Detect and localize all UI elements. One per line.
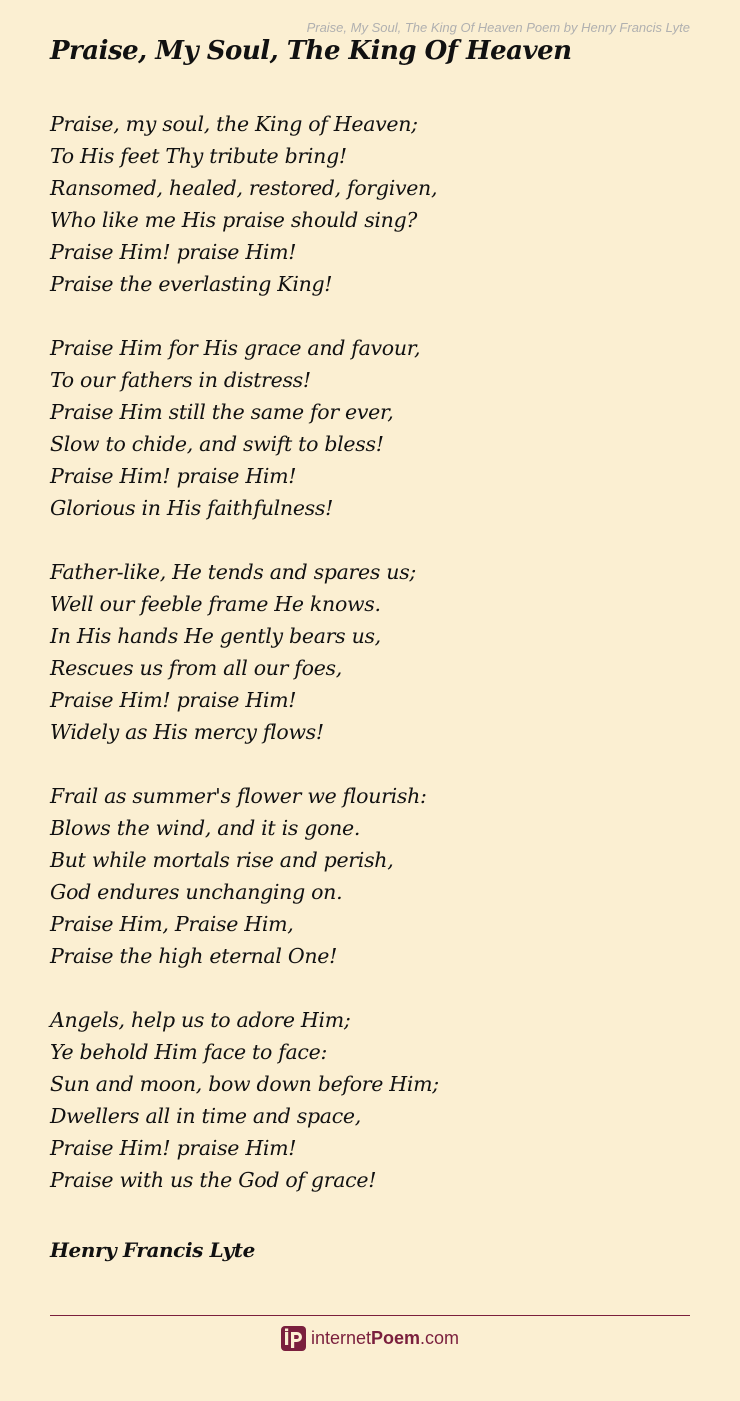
poem-line: Sun and moon, bow down before Him; xyxy=(50,1072,439,1096)
footer-brand-link[interactable] xyxy=(0,1326,740,1351)
header-credit: Praise, My Soul, The King Of Heaven Poem by Henry Francis Lyte xyxy=(306,20,690,35)
poem-body xyxy=(50,108,710,1228)
poem-line: Blows the wind, and it is gone. xyxy=(50,816,361,840)
poem-line: Praise with us the God of grace! xyxy=(50,1168,377,1192)
poem-line: Rescues us from all our foes, xyxy=(50,656,342,680)
poem-line: In His hands He gently bears us, xyxy=(50,624,381,648)
poem-line: Slow to chide, and swift to bless! xyxy=(50,432,384,456)
brand-wordmark xyxy=(311,1326,459,1351)
poem-line: Ye behold Him face to face: xyxy=(50,1040,328,1064)
stanza-4 xyxy=(50,780,710,972)
poem-line: Praise Him, Praise Him, xyxy=(50,912,294,936)
poem-line: Praise Him! praise Him! xyxy=(50,1136,297,1160)
poem-line: Well our feeble frame He knows. xyxy=(50,592,381,616)
poem-line: Who like me His praise should sing? xyxy=(50,208,418,232)
poem-line: God endures unchanging on. xyxy=(50,880,343,904)
poem-line: Father-like, He tends and spares us; xyxy=(50,560,417,584)
brand-suffix: .com xyxy=(420,1328,460,1348)
poem-line: To our fathers in distress! xyxy=(50,368,311,392)
poem-line: Praise Him! praise Him! xyxy=(50,464,297,488)
internetpoem-logo-icon xyxy=(281,1326,306,1351)
footer-divider xyxy=(50,1315,690,1316)
poem-line: Praise the everlasting King! xyxy=(50,272,333,296)
stanza-5 xyxy=(50,1004,710,1196)
poem-author: Henry Francis Lyte xyxy=(50,1238,255,1262)
poem-line: Praise the high eternal One! xyxy=(50,944,338,968)
poem-title: Praise, My Soul, The King Of Heaven xyxy=(50,36,572,66)
stanza-2 xyxy=(50,332,710,524)
poem-line: To His feet Thy tribute bring! xyxy=(50,144,347,168)
stanza-3 xyxy=(50,556,710,748)
poem-line: Praise Him! praise Him! xyxy=(50,240,297,264)
brand-prefix: internet xyxy=(310,1328,371,1348)
poem-line: Praise Him! praise Him! xyxy=(50,688,297,712)
poem-line: Glorious in His faithfulness! xyxy=(50,496,334,520)
poem-line: Praise, my soul, the King of Heaven; xyxy=(50,112,418,136)
stanza-1 xyxy=(50,108,710,300)
poem-line: Ransomed, healed, restored, forgiven, xyxy=(50,176,438,200)
poem-line: Frail as summer's flower we flourish: xyxy=(50,784,427,808)
poem-line: Praise Him for His grace and favour, xyxy=(50,336,421,360)
poem-line: Widely as His mercy flows! xyxy=(50,720,324,744)
poem-line: Dwellers all in time and space, xyxy=(50,1104,361,1128)
poem-line: Angels, help us to adore Him; xyxy=(50,1008,351,1032)
brand-bold: Poem xyxy=(371,1328,421,1348)
poem-line: Praise Him still the same for ever, xyxy=(50,400,394,424)
poem-line: But while mortals rise and perish, xyxy=(50,848,394,872)
